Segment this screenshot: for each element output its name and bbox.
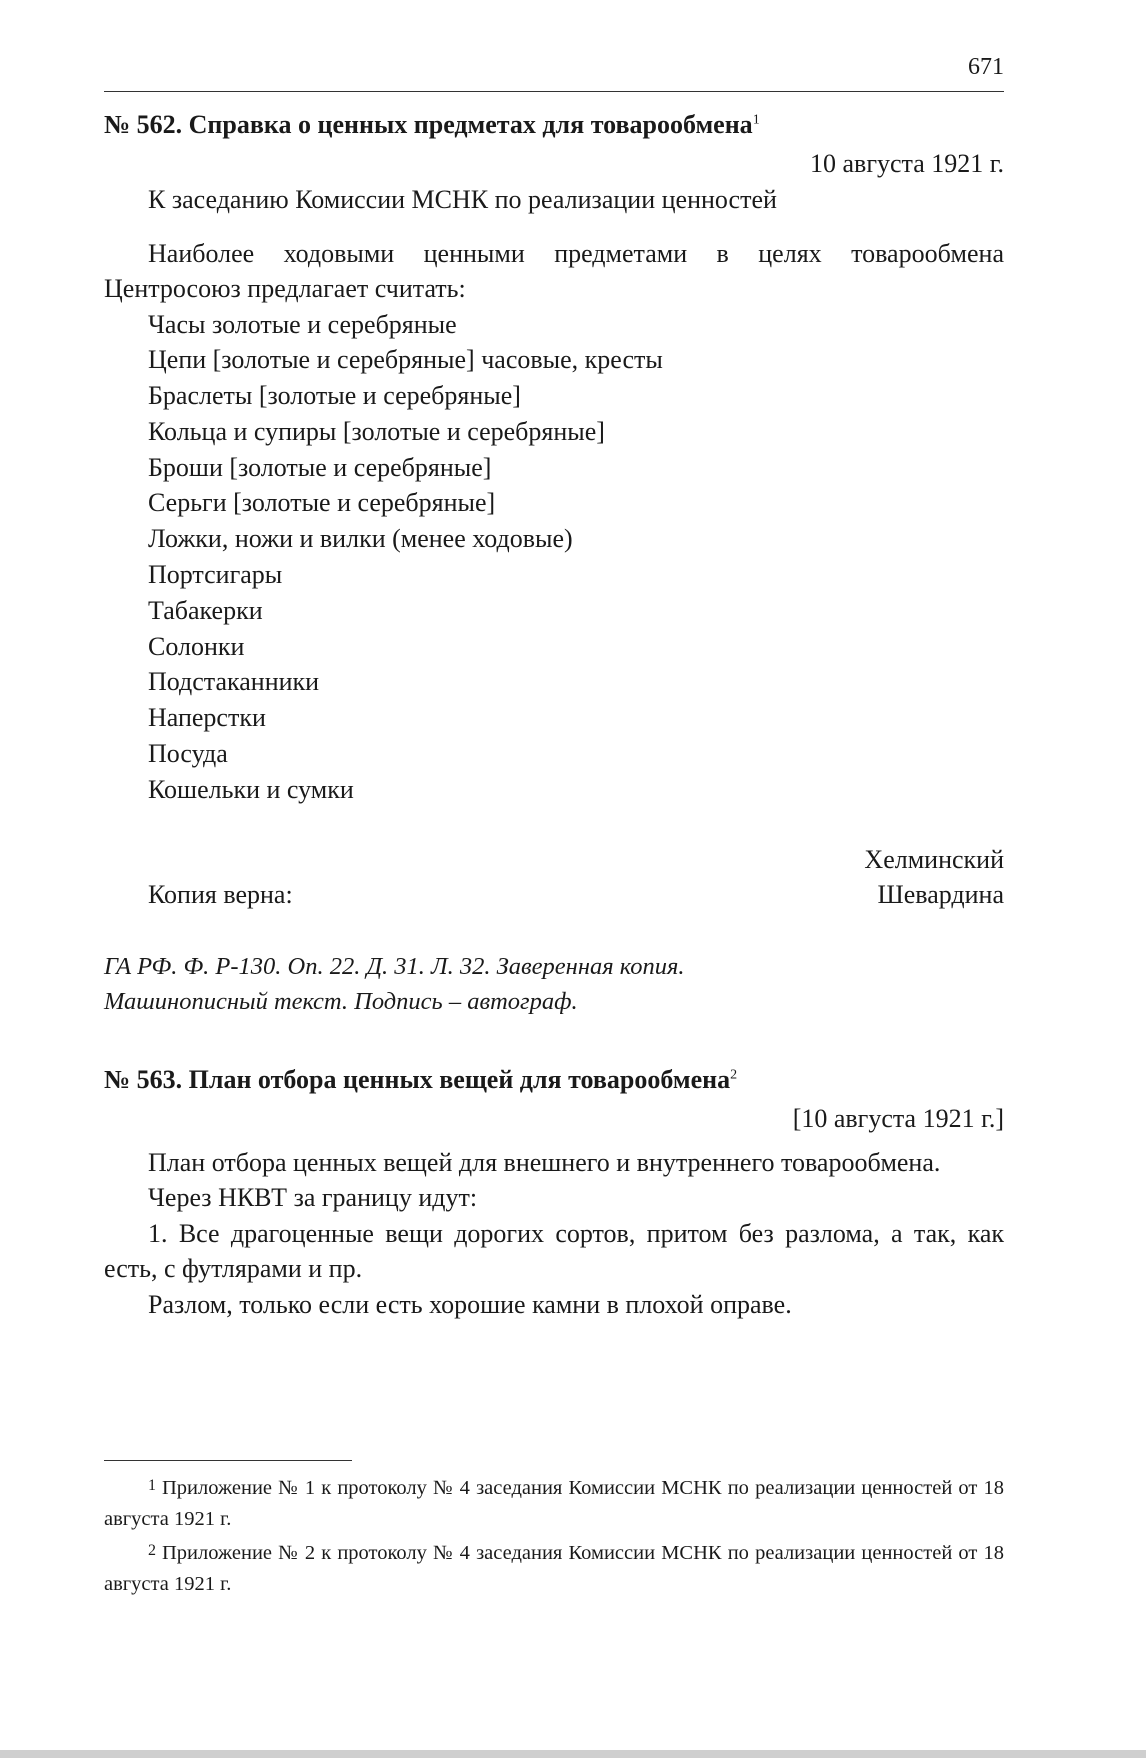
list-item: Броши [золотые и серебряные] (148, 452, 492, 482)
list-item: Цепи [золотые и серебряные] часовые, кресты (148, 345, 663, 375)
spacer (104, 1019, 1004, 1059)
list-item: Солонки (148, 631, 245, 661)
spacer (104, 808, 1004, 842)
list-item: Кольца и супиры [золотые и серебряные] (148, 416, 605, 446)
document-562 (104, 104, 1004, 1019)
list-item: Наперстки (148, 703, 266, 733)
scan-edge (0, 1750, 1146, 1758)
spacer (104, 218, 1004, 236)
doc-563-footnote-ref: 2 (730, 1067, 738, 1082)
page-number: 671 (968, 54, 1004, 80)
footnote-rule (104, 1460, 352, 1461)
list-item: Часы золотые и серебряные (148, 309, 457, 339)
document-563 (104, 1059, 1004, 1323)
doc-562-title (104, 104, 1004, 146)
doc-562-copy-row (104, 877, 1004, 913)
doc-563-paragraph: 1. Все драгоценные вещи дорогих сортов, притом без разлома, а так, как есть, с футлярами и пр. (104, 1218, 1004, 1284)
doc-562-item-list (104, 307, 1004, 808)
footnote-number: 1 (148, 1477, 156, 1494)
doc-562-title-text: № 562. Справка о ценных предметах для товарообмена (104, 110, 753, 139)
doc-563-paragraph: План отбора ценных вещей для внешнего и внутреннего товарообмена. (148, 1147, 941, 1177)
footnote-text: Приложение № 2 к протоколу № 4 заседания Комиссии МСНК по реализации ценностей от 18 августа 1921 г. (104, 1542, 1004, 1595)
spacer (104, 913, 1004, 949)
doc-563-title-text: № 563. План отбора ценных вещей для товарообмена (104, 1064, 731, 1094)
footnotes (104, 1470, 1004, 1600)
doc-563-paragraph: Через НКВТ за границу идут: (148, 1183, 478, 1213)
doc-563-date: [10 августа 1921 г.] (792, 1103, 1004, 1133)
doc-562-addressee: К заседанию Комиссии МСНК по реализации ценностей (148, 185, 777, 214)
doc-562-archive-ref: ГА РФ. Ф. Р-130. Оп. 22. Д. 31. Л. 32. Заверенная копия. (104, 952, 685, 980)
list-item: Серьги [золотые и серебряные] (148, 488, 496, 518)
spacer (104, 1137, 1004, 1145)
doc-562-copy-label: Копия верна: (148, 880, 293, 910)
doc-562-signatory: Хелминский (864, 844, 1004, 874)
footnote-1 (104, 1470, 1004, 1535)
list-item: Табакерки (148, 595, 263, 625)
list-item: Ложки, ножи и вилки (менее ходовые) (148, 524, 573, 554)
doc-563-paragraph: Разлом, только если есть хорошие камни в плохой оправе. (148, 1289, 792, 1319)
footnote-number: 2 (148, 1542, 156, 1559)
list-item: Браслеты [золотые и серебряные] (148, 381, 521, 411)
footnote-2 (104, 1535, 1004, 1600)
list-item: Портсигары (148, 560, 283, 590)
doc-562-archive-note: Машинописный текст. Подпись – автограф. (104, 987, 578, 1015)
list-item: Посуда (148, 739, 228, 769)
doc-562-intro: Наиболее ходовыми ценными предметами в целях товарообмена Центросоюз предлагает считать: (104, 238, 1004, 303)
list-item: Кошельки и сумки (148, 774, 354, 804)
page-content (104, 104, 1004, 1322)
header-rule (104, 91, 1004, 92)
doc-563-title (104, 1059, 1004, 1101)
doc-562-date: 10 августа 1921 г. (810, 149, 1004, 178)
doc-562-copy-signatory: Шевардина (877, 880, 1004, 910)
doc-562-footnote-ref: 1 (752, 112, 760, 128)
list-item: Подстаканники (148, 667, 320, 697)
footnote-text: Приложение № 1 к протоколу № 4 заседания Комиссии МСНК по реализации ценностей от 18 августа 1921 г. (104, 1477, 1004, 1530)
